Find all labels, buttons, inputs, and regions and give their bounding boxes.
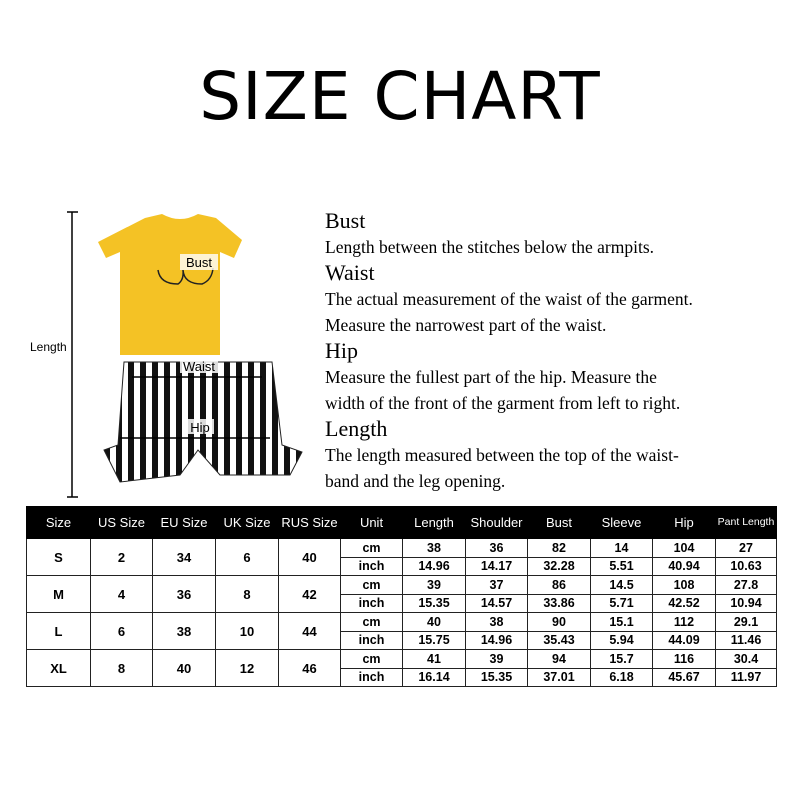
column-header: Bust xyxy=(528,507,591,539)
measurement-cell: 40 xyxy=(403,613,466,632)
measurement-cell: 108 xyxy=(653,576,716,595)
unit-cell: cm xyxy=(341,539,403,558)
measurement-cell: 36 xyxy=(466,539,528,558)
measurement-cell: 5.71 xyxy=(591,594,653,613)
size-cell-rus: 44 xyxy=(279,613,341,650)
measurement-cell: 11.46 xyxy=(716,631,777,650)
measurement-cell: 14.96 xyxy=(403,557,466,576)
page-title: SIZE CHART xyxy=(199,58,601,135)
table-row xyxy=(27,576,777,595)
column-header: Sleeve xyxy=(591,507,653,539)
measurement-cell: 35.43 xyxy=(528,631,591,650)
measurement-cell: 15.75 xyxy=(403,631,466,650)
unit-cell: inch xyxy=(341,594,403,613)
measurement-cell: 14.96 xyxy=(466,631,528,650)
measurement-cell: 39 xyxy=(403,576,466,595)
table-row xyxy=(27,613,777,632)
measurement-cell: 29.1 xyxy=(716,613,777,632)
measurement-cell: 42.52 xyxy=(653,594,716,613)
table-header-row xyxy=(27,507,777,539)
unit-cell: cm xyxy=(341,576,403,595)
size-cell-eu: 34 xyxy=(153,539,216,576)
measurement-cell: 82 xyxy=(528,539,591,558)
definition-text: The actual measurement of the waist of the garment. xyxy=(325,289,693,309)
unit-cell: inch xyxy=(341,631,403,650)
measurement-cell: 10.94 xyxy=(716,594,777,613)
table-row xyxy=(27,539,777,558)
size-cell-rus: 40 xyxy=(279,539,341,576)
measurement-cell: 94 xyxy=(528,650,591,669)
measurement-cell: 44.09 xyxy=(653,631,716,650)
definition-heading: Bust xyxy=(325,208,366,233)
measurement-cell: 90 xyxy=(528,613,591,632)
column-header: Shoulder xyxy=(466,507,528,539)
crop-top-shape xyxy=(98,214,242,355)
definition-heading: Length xyxy=(325,416,388,441)
column-header: Length xyxy=(403,507,466,539)
unit-cell: cm xyxy=(341,613,403,632)
length-ruler-icon xyxy=(67,212,78,497)
measurement-cell: 38 xyxy=(466,613,528,632)
measurement-cell: 15.1 xyxy=(591,613,653,632)
definition-heading: Hip xyxy=(325,338,358,363)
column-header: Unit xyxy=(341,507,403,539)
measurement-cell: 6.18 xyxy=(591,668,653,687)
column-header: Size xyxy=(27,507,91,539)
size-cell-us: 4 xyxy=(91,576,153,613)
definition-text: width of the front of the garment from left to right. xyxy=(325,393,681,413)
definition-text: The length measured between the top of the waist- xyxy=(325,445,679,465)
table-row xyxy=(27,650,777,669)
measurement-cell: 41 xyxy=(403,650,466,669)
size-cell-us: 2 xyxy=(91,539,153,576)
column-header: Hip xyxy=(653,507,716,539)
definition-text: band and the leg opening. xyxy=(325,471,506,491)
size-cell-eu: 36 xyxy=(153,576,216,613)
measurement-cell: 104 xyxy=(653,539,716,558)
definition-text: Length between the stitches below the armpits. xyxy=(325,237,655,257)
measurement-cell: 40.94 xyxy=(653,557,716,576)
measurement-cell: 37 xyxy=(466,576,528,595)
measurement-cell: 11.97 xyxy=(716,668,777,687)
measurement-cell: 5.51 xyxy=(591,557,653,576)
measurement-cell: 15.7 xyxy=(591,650,653,669)
size-cell-uk: 6 xyxy=(216,539,279,576)
measurement-cell: 32.28 xyxy=(528,557,591,576)
measurement-cell: 14 xyxy=(591,539,653,558)
measurement-cell: 14.57 xyxy=(466,594,528,613)
waist-label: Waist xyxy=(182,359,216,374)
size-cell-size: L xyxy=(27,613,91,650)
measurement-definitions xyxy=(325,208,795,494)
size-cell-us: 6 xyxy=(91,613,153,650)
measurement-cell: 33.86 xyxy=(528,594,591,613)
measurement-cell: 112 xyxy=(653,613,716,632)
definition-text: Measure the fullest part of the hip. Measure the xyxy=(325,367,657,387)
column-header: RUS Size xyxy=(279,507,341,539)
measurement-cell: 10.63 xyxy=(716,557,777,576)
measurement-cell: 45.67 xyxy=(653,668,716,687)
size-cell-rus: 42 xyxy=(279,576,341,613)
measurement-cell: 16.14 xyxy=(403,668,466,687)
column-header: UK Size xyxy=(216,507,279,539)
size-cell-uk: 8 xyxy=(216,576,279,613)
bust-label: Bust xyxy=(185,255,213,270)
column-header: US Size xyxy=(91,507,153,539)
size-table xyxy=(26,506,777,687)
size-cell-uk: 10 xyxy=(216,613,279,650)
column-header: EU Size xyxy=(153,507,216,539)
measurement-cell: 27.8 xyxy=(716,576,777,595)
definition-heading: Waist xyxy=(325,260,375,285)
size-cell-size: XL xyxy=(27,650,91,687)
measurement-cell: 15.35 xyxy=(466,668,528,687)
unit-cell: inch xyxy=(341,668,403,687)
unit-cell: inch xyxy=(341,557,403,576)
length-label: Length xyxy=(30,340,67,354)
size-cell-eu: 40 xyxy=(153,650,216,687)
definition-text: Measure the narrowest part of the waist. xyxy=(325,315,607,335)
measurement-cell: 39 xyxy=(466,650,528,669)
size-cell-size: M xyxy=(27,576,91,613)
measurement-cell: 5.94 xyxy=(591,631,653,650)
size-cell-us: 8 xyxy=(91,650,153,687)
size-cell-rus: 46 xyxy=(279,650,341,687)
measurement-cell: 14.17 xyxy=(466,557,528,576)
measurement-cell: 30.4 xyxy=(716,650,777,669)
size-cell-size: S xyxy=(27,539,91,576)
unit-cell: cm xyxy=(341,650,403,669)
measurement-cell: 116 xyxy=(653,650,716,669)
hip-label: Hip xyxy=(190,420,210,435)
measurement-cell: 38 xyxy=(403,539,466,558)
size-cell-eu: 38 xyxy=(153,613,216,650)
size-cell-uk: 12 xyxy=(216,650,279,687)
measurement-cell: 27 xyxy=(716,539,777,558)
measurement-cell: 86 xyxy=(528,576,591,595)
measurement-cell: 15.35 xyxy=(403,594,466,613)
measurement-cell: 14.5 xyxy=(591,576,653,595)
measurement-cell: 37.01 xyxy=(528,668,591,687)
column-header: Pant Length xyxy=(716,507,777,539)
